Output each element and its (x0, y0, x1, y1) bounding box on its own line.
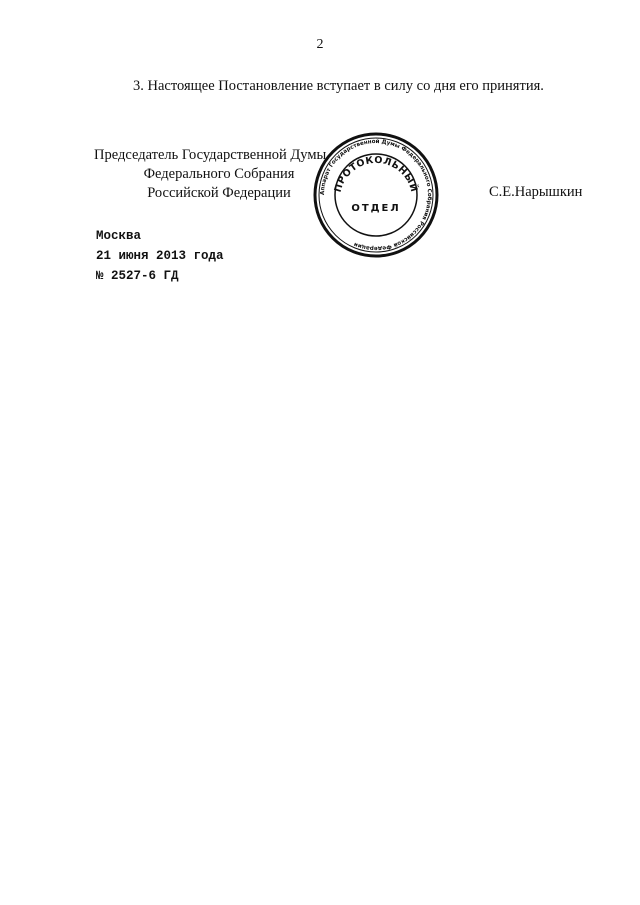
page-number: 2 (316, 37, 324, 52)
signature-position (94, 146, 344, 203)
meta-city: Москва (96, 229, 142, 243)
seal-outer-text: Аппарат Государственной Думы Федерального Собрания Российской Федерации (319, 138, 433, 252)
signer-name: С.Е.Нарышкин (489, 184, 583, 200)
meta-number: № 2527-6 ГД (96, 269, 179, 283)
seal-inner-bottom: ОТДЕЛ (351, 203, 401, 214)
clause-3: 3. Настоящее Постановление вступает в силу со дня его принятия. (133, 78, 544, 94)
position-line-2: Федерального Собрания (143, 166, 295, 182)
position-line-3: Российской Федерации (147, 185, 291, 201)
document-meta (96, 226, 224, 286)
meta-date: 21 июня 2013 года (96, 249, 224, 263)
seal-inner-top: ПРОТОКОЛЬНЫЙ (332, 154, 420, 194)
position-line-1: Председатель Государственной Думы (94, 147, 327, 163)
seal-rings (315, 134, 437, 256)
official-seal (312, 131, 440, 259)
